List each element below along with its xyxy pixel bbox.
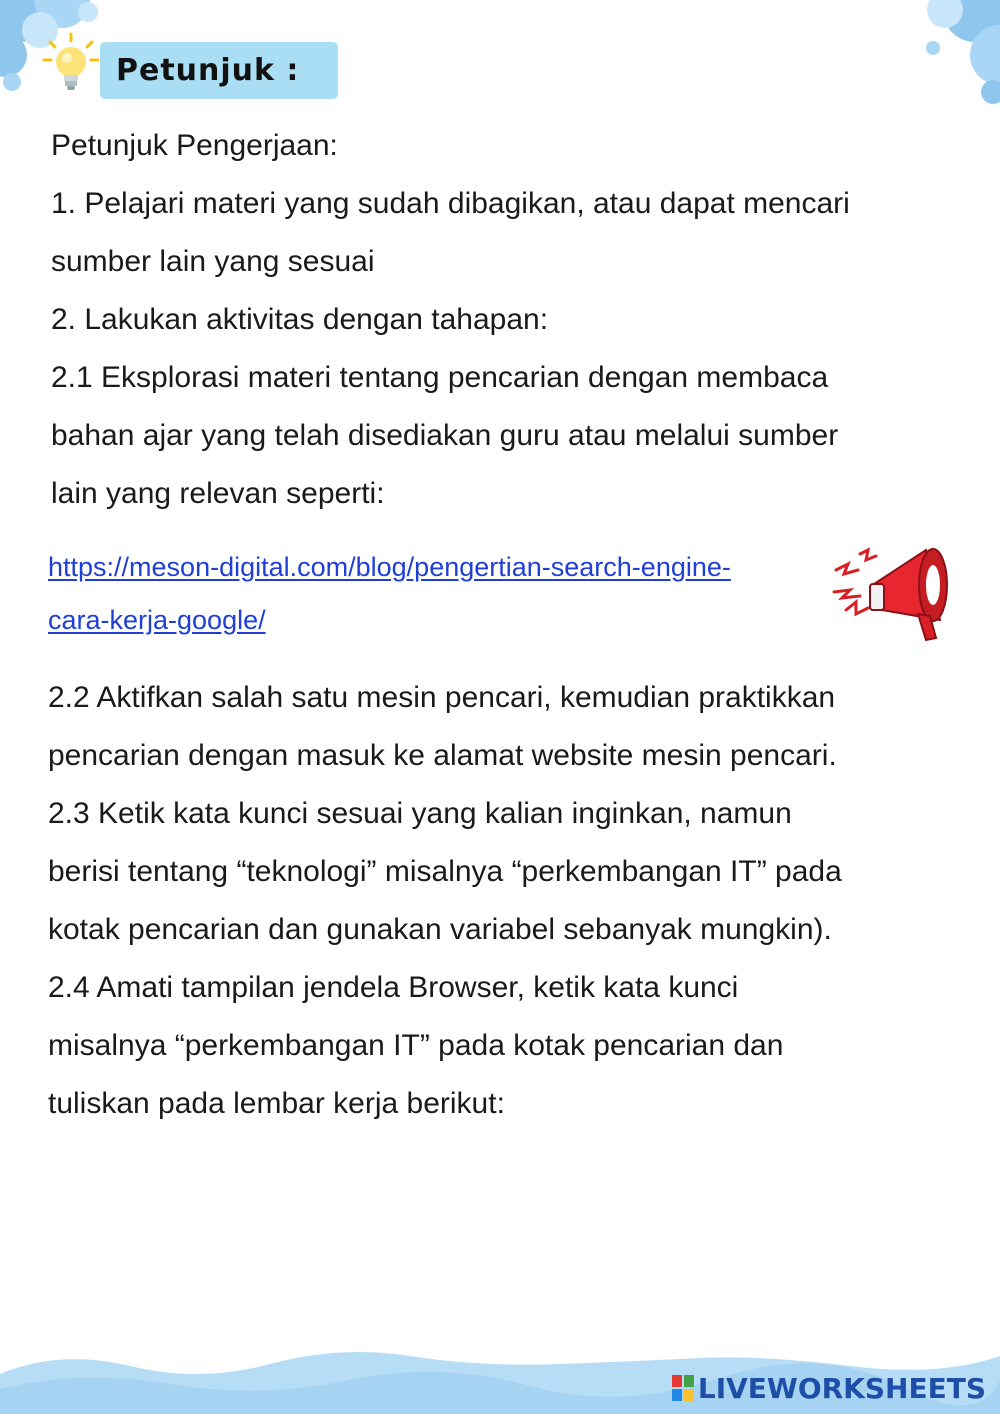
title-banner: [100, 42, 338, 99]
resource-link-line[interactable]: https://meson-digital.com/blog/pengertian-search-engine-: [48, 552, 731, 582]
intro-line: lain yang relevan seperti:: [51, 477, 385, 510]
intro-line: 2.1 Eksplorasi materi tentang pencarian dengan membaca: [51, 361, 829, 394]
intro-line: 2. Lakukan aktivitas dengan tahapan:: [51, 303, 549, 336]
megaphone-icon: [830, 540, 970, 650]
page-title: Petunjuk :: [116, 53, 300, 88]
lightbulb-icon: [42, 32, 100, 94]
step-line: 2.2 Aktifkan salah satu mesin pencari, kemudian praktikkan: [48, 681, 836, 714]
resource-link-line[interactable]: cara-kerja-google/: [48, 605, 266, 635]
cloud-decoration-top-right: [895, 0, 1000, 105]
liveworksheets-logo[interactable]: [671, 1370, 986, 1406]
resource-link[interactable]: [48, 541, 848, 647]
intro-heading: Petunjuk Pengerjaan:: [51, 129, 338, 162]
liveworksheets-logo-icon: [671, 1374, 695, 1402]
intro-line: bahan ajar yang telah disediakan guru atau melalui sumber: [51, 419, 839, 452]
step-line: pencarian dengan masuk ke alamat website mesin pencari.: [48, 739, 837, 772]
step-line: 2.3 Ketik kata kunci sesuai yang kalian inginkan, namun: [48, 797, 792, 830]
intro-line: 1. Pelajari materi yang sudah dibagikan, atau dapat mencari: [51, 187, 850, 220]
intro-section: [51, 117, 951, 523]
step-line: berisi tentang “teknologi” misalnya “perkembangan IT” pada: [48, 855, 842, 888]
intro-line: sumber lain yang sesuai: [51, 245, 375, 278]
step-line: tuliskan pada lembar kerja berikut:: [48, 1087, 505, 1120]
liveworksheets-logo-text: LIVEWORKSHEETS: [697, 1371, 986, 1405]
step-line: misalnya “perkembangan IT” pada kotak pencarian dan: [48, 1029, 784, 1062]
step-line: 2.4 Amati tampilan jendela Browser, ketik kata kunci: [48, 971, 739, 1004]
steps-section: [48, 669, 968, 1133]
step-line: kotak pencarian dan gunakan variabel sebanyak mungkin).: [48, 913, 832, 946]
